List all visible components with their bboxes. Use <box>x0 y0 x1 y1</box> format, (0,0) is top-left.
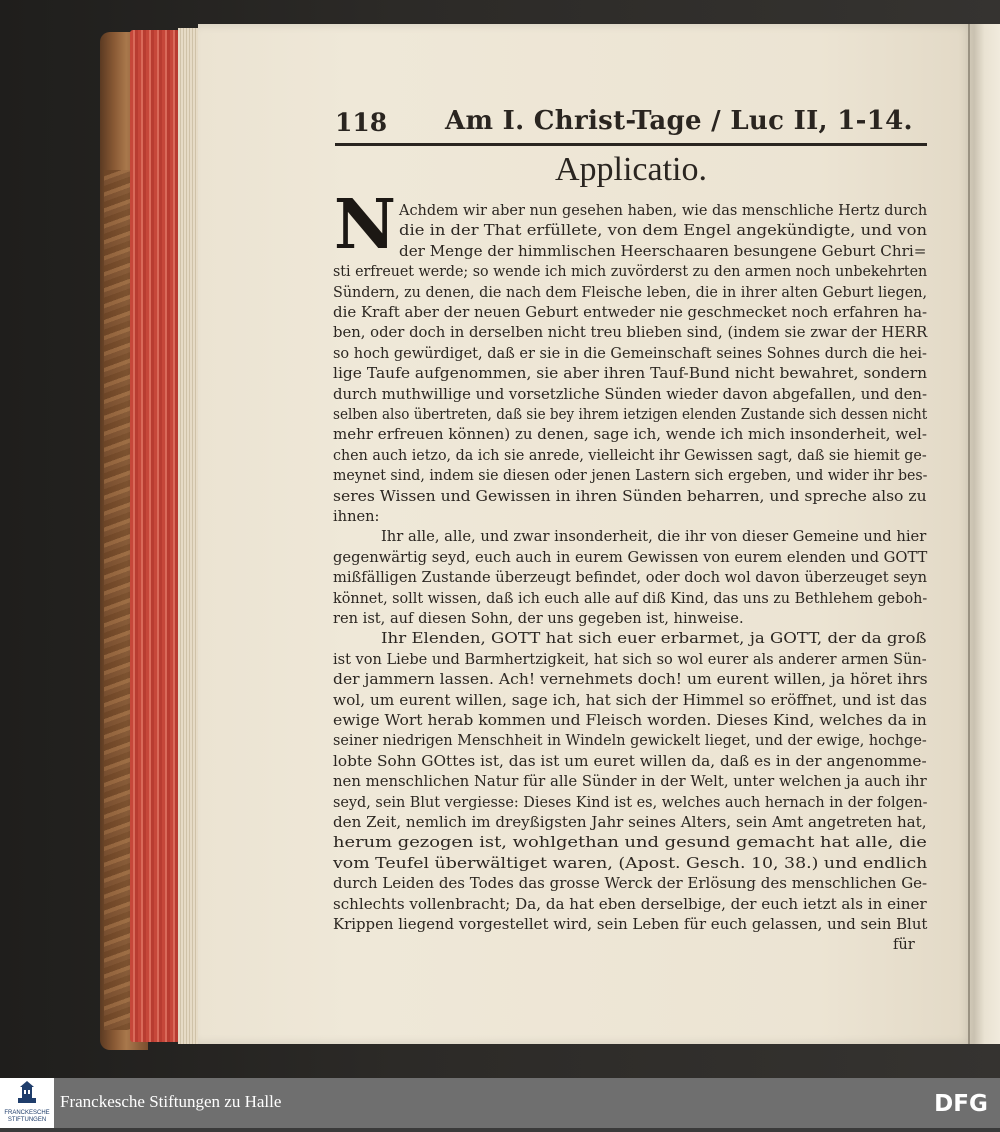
text-line: Ihr alle, alle, und zwar insonderheit, die ihr von dieser Gemeine und hier <box>381 528 927 546</box>
text-line: herum gezogen ist, wohlgethan und gesund gemacht hat alle, die <box>333 834 927 852</box>
institution-logo-icon <box>0 1078 54 1128</box>
text-line: den Zeit, nemlich im dreyßigsten Jahr seines Alters, sein Amt angetreten hat, <box>333 814 927 831</box>
red-page-edges <box>130 30 180 1042</box>
text-line: seyd, sein Blut vergiesse: Dieses Kind ist es, welches auch hernach in der folgen- <box>333 793 928 811</box>
text-line: Krippen liegend vorgestellet wird, sein Leben für euch gelassen, und sein Blut <box>333 916 928 933</box>
text-line: lobte Sohn GOttes ist, das ist um euret willen da, daß es in der angenomme- <box>333 752 927 770</box>
text-line: wol, um eurent willen, sage ich, hat sich der Himmel so eröffnet, und ist das <box>333 691 927 709</box>
footer-bar <box>0 1078 1000 1128</box>
text-line: ewige Wort herab kommen und Fleisch worden. Dieses Kind, welches da in <box>333 712 927 729</box>
facing-page-edge <box>974 24 1000 1044</box>
section-title: Applicatio. <box>554 151 708 188</box>
text-line: Achdem wir aber nun gesehen haben, wie das menschliche Hertz durch <box>399 202 928 219</box>
running-head: Am I. Christ-Tage / Luc II, 1-14. <box>445 106 913 136</box>
text-line: könnet, sollt wissen, daß ich euch alle auf diß Kind, das uns zu Bethlehem geboh- <box>333 589 928 607</box>
text-line: Sündern, zu denen, die nach dem Fleische leben, die in ihrer alten Geburt liegen, <box>333 283 928 301</box>
text-line: vom Teufel überwältiget waren, (Apost. Gesch. 10, 38.) und endlich <box>333 854 928 872</box>
text-line: schlechts vollenbracht; Da, da hat eben derselbige, der euch ietzt als in einer <box>333 895 927 913</box>
text-line: die in der That erfüllete, von dem Engel angekündigte, und von <box>399 222 928 240</box>
header-rule <box>335 143 927 146</box>
text-line: seres Wissen und Gewissen in ihren Sünden beharren, und spreche also zu <box>333 487 927 505</box>
text-line: lige Taufe aufgenommen, sie aber ihren Tauf-Bund nicht bewahret, sondern <box>333 365 928 383</box>
text-line: der jammern lassen. Ach! vernehmets doch! um eurent willen, ja höret ihrs <box>333 671 928 689</box>
gutter-line <box>968 24 970 1044</box>
text-line: ihnen: <box>333 508 380 525</box>
text-line: der Menge der himmlischen Heerschaaren besungene Geburt Chri= <box>399 242 927 260</box>
text-line: ben, oder doch in derselben nicht treu blieben sind, (indem sie zwar der HERR <box>333 324 928 342</box>
text-line: Ihr Elenden, GOTT hat sich euer erbarmet, ja GOTT, der da groß <box>381 630 927 648</box>
page-header <box>335 104 927 144</box>
text-line: durch muthwillige und vorsetzliche Sünden wieder davon abgefallen, und den- <box>333 385 927 403</box>
logo-caption-1: FRANCKESCHE <box>4 1110 50 1116</box>
text-line: chen auch ietzo, da ich sie anrede, vielleicht ihr Gewissen sagt, daß sie hiemit ge- <box>333 446 927 464</box>
text-line: meynet sind, indem sie diesen oder jenen Lastern sich ergeben, und wider ihr bes- <box>333 467 928 485</box>
text-line: die Kraft aber der neuen Geburt entweder nie geschmecket noch erfahren ha- <box>333 304 928 321</box>
drop-cap: N <box>333 185 397 265</box>
text-line: seiner niedrigen Menschheit in Windeln gewickelt lieget, und der ewige, hochge- <box>333 732 927 750</box>
text-line: selben also übertreten, daß sie bey ihrem ietzigen elenden Zustande sich dessen nicht <box>333 406 928 423</box>
page-number: 118 <box>335 108 388 137</box>
text-line: gegenwärtig seyd, euch auch in eurem Gewissen von eurem elenden und GOTT <box>333 548 928 566</box>
franckesche-logo <box>0 1078 54 1128</box>
text-line: durch Leiden des Todes das grosse Werck der Erlösung des menschlichen Ge- <box>333 875 928 893</box>
text-line: nen menschlichen Natur für alle Sünder in der Welt, unter welchen ja auch ihr <box>333 773 927 791</box>
text-line: sti erfreuet werde; so wende ich mich zuvörderst zu den armen noch unbekehrten <box>333 263 928 281</box>
text-line: mißfälligen Zustande überzeugt befindet, oder doch wol davon überzeuget seyn <box>333 569 928 587</box>
text-line: ist von Liebe und Barmhertzigkeit, hat sich so wol eurer als anderer armen Sün- <box>333 650 927 668</box>
dfg-logo-icon <box>930 1087 992 1117</box>
institution-name: Franckesche Stiftungen zu Halle <box>60 1092 282 1111</box>
text-line: ren ist, auf diesen Sohn, der uns gegeben ist, hinweise. <box>333 610 744 627</box>
text-line: so hoch gewürdiget, daß er sie in die Gemeinschaft seines Sohnes durch die hei- <box>333 344 927 362</box>
dfg-logo-text: DFG <box>934 1091 988 1117</box>
text-line: mehr erfreuen können) zu denen, sage ich, wende ich mich insonderheit, wel- <box>333 426 927 444</box>
catchword: für <box>893 936 915 954</box>
logo-caption-2: STIFTUNGEN <box>7 1117 47 1123</box>
